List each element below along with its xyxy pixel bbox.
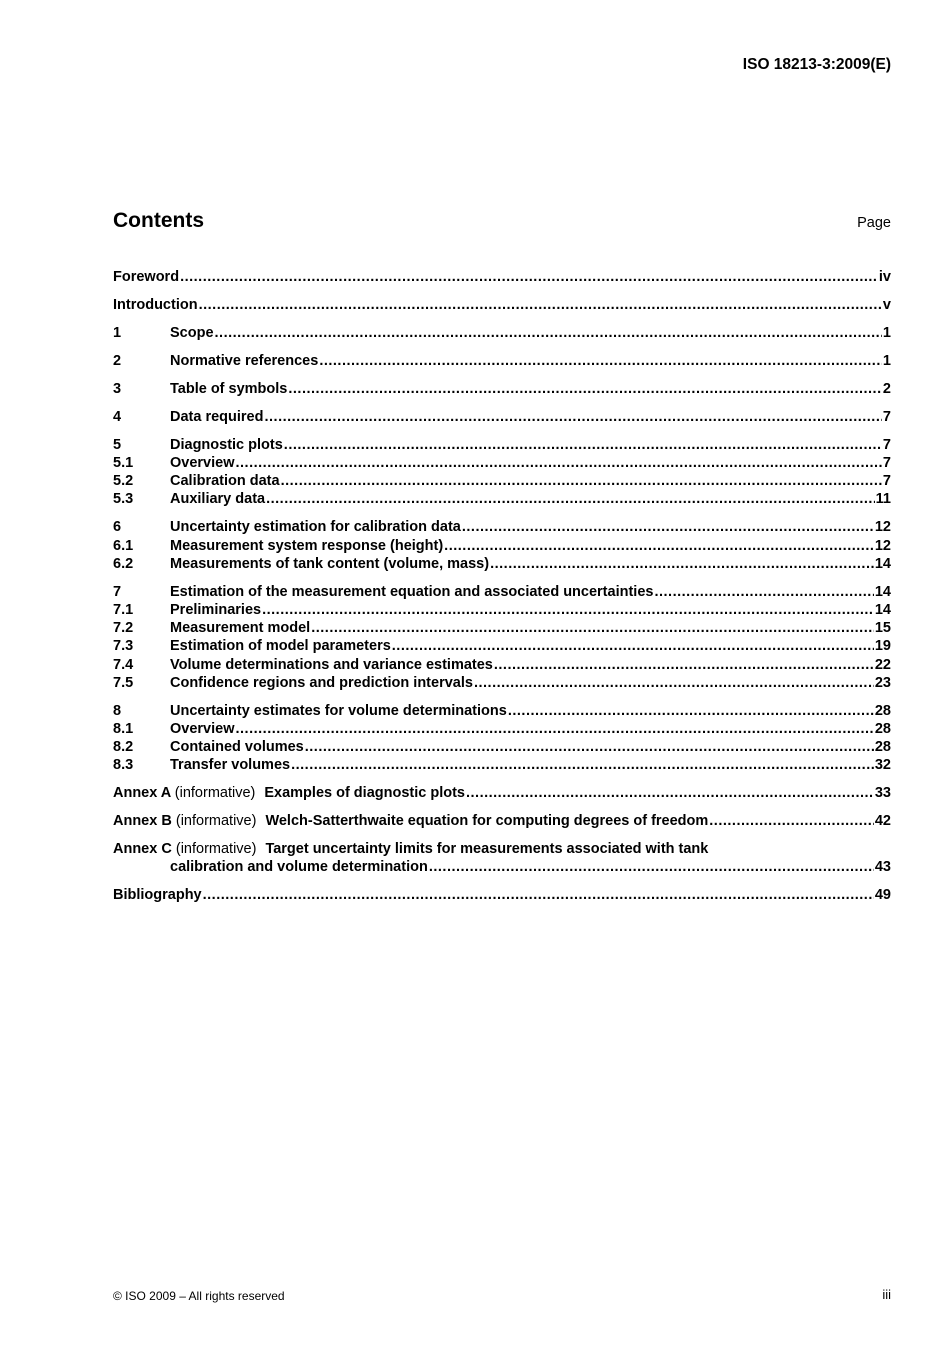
toc-entry-7-3[interactable]	[113, 637, 891, 655]
toc-entry-page: 14	[874, 602, 891, 618]
toc-entry-foreword[interactable]	[113, 268, 891, 286]
toc-entry-page: 22	[874, 656, 891, 673]
table-of-contents	[113, 268, 891, 905]
toc-entry-title: Confidence regions and prediction intervals	[170, 674, 473, 691]
toc-entry-1[interactable]	[113, 324, 891, 342]
toc-entry-title: Auxiliary data	[170, 491, 266, 508]
toc-entry-number: 2	[113, 352, 122, 369]
toc-entry-8-1[interactable]	[113, 720, 891, 738]
toc-entry-title: Overview	[170, 720, 235, 737]
toc-entry-number: 4	[113, 408, 122, 425]
toc-entry-number: 7.1	[113, 602, 134, 618]
toc-entry-number: 8.3	[113, 757, 134, 774]
toc-entry-number: 3	[113, 380, 122, 397]
toc-entry-8-3[interactable]	[113, 756, 891, 774]
annex-c-line-1	[113, 840, 891, 858]
toc-entry-page: 43	[874, 859, 891, 876]
toc-entry-number: 8.2	[113, 739, 134, 756]
toc-entry-page: 49	[874, 887, 891, 904]
toc-entry-page: 7	[882, 408, 891, 425]
toc-page-label: Page	[857, 215, 891, 231]
toc-entry-page: 1	[882, 324, 891, 341]
toc-entry-title: Measurement system response (height)	[170, 537, 444, 554]
toc-entry-title: Estimation of the measurement equation and associated uncertainties	[170, 583, 654, 600]
toc-entry-6-1[interactable]	[113, 537, 891, 555]
document-id: ISO 18213-3:2009(E)	[742, 56, 891, 73]
toc-entry-title: Preliminaries	[170, 602, 262, 618]
toc-entry-title: Measurement model	[170, 620, 311, 637]
toc-entry-title: Volume determinations and variance estimates	[170, 656, 493, 673]
toc-entry-number: 5.3	[113, 491, 134, 508]
toc-entry-page: 12	[874, 519, 891, 536]
toc-entry-number: 7	[113, 583, 122, 600]
toc-entry-number: 1	[113, 324, 122, 341]
toc-entry-page: 1	[882, 352, 891, 369]
annex-info: (informative)	[175, 841, 257, 858]
toc-annex-title-group	[113, 812, 708, 830]
annex-info: (informative)	[175, 813, 257, 830]
toc-entry-title: Estimation of model parameters	[170, 638, 391, 655]
toc-entry-title: Diagnostic plots	[170, 436, 283, 453]
toc-entry-page: 23	[874, 674, 891, 691]
toc-entry-page: 12	[874, 537, 891, 554]
toc-entry-page: 14	[874, 555, 891, 572]
toc-entry-5[interactable]	[113, 436, 891, 454]
annex-label: Annex C	[113, 841, 172, 858]
footer-page-number: iii	[882, 1287, 891, 1302]
toc-entry-page: 42	[874, 813, 891, 830]
annex-title: Target uncertainty limits for measurements associated with tank	[265, 841, 709, 858]
toc-entry-8-2[interactable]	[113, 738, 891, 756]
toc-entry-title: Calibration data	[170, 473, 280, 490]
toc-entry-5-1[interactable]	[113, 454, 891, 472]
toc-entry-page: 28	[874, 702, 891, 719]
toc-entry-6[interactable]	[113, 518, 891, 536]
toc-entry-page: 15	[874, 620, 891, 637]
toc-entry-title: Measurements of tank content (volume, mass)	[170, 555, 490, 572]
toc-entry-page: 28	[874, 739, 891, 756]
toc-entry-page: 7	[882, 436, 891, 453]
toc-entry-title: Contained volumes	[170, 739, 304, 756]
toc-entry-page: 19	[874, 638, 891, 655]
toc-entry-3[interactable]	[113, 380, 891, 398]
toc-entry-page: 33	[874, 785, 891, 802]
toc-entry-number: 5.1	[113, 455, 134, 472]
toc-entry-title: Transfer volumes	[170, 757, 291, 774]
toc-entry-title: Scope	[170, 324, 214, 341]
toc-annex-title-group	[113, 784, 465, 802]
annex-title: Examples of diagnostic plots	[264, 785, 465, 802]
toc-entry-title: Uncertainty estimates for volume determinations	[170, 702, 507, 719]
toc-entry-title: Bibliography	[113, 887, 202, 904]
toc-entry-bibliography[interactable]	[113, 886, 891, 904]
toc-entry-number: 7.2	[113, 620, 134, 637]
toc-entry-7-4[interactable]	[113, 656, 891, 674]
toc-entry-7-2[interactable]	[113, 619, 891, 637]
toc-entry-number: 8	[113, 702, 122, 719]
annex-title: Welch-Satterthwaite equation for computing degrees of freedom	[265, 813, 709, 830]
toc-entry-annex-a[interactable]	[113, 784, 891, 802]
toc-entry-title: Table of symbols	[170, 380, 288, 397]
toc-entry-7[interactable]	[113, 583, 891, 601]
toc-entry-number: 6.1	[113, 537, 134, 554]
toc-entry-page: 7	[882, 455, 891, 472]
toc-entry-page: 7	[882, 473, 891, 490]
annex-label: Annex A	[113, 785, 171, 802]
toc-entry-5-2[interactable]	[113, 472, 891, 490]
toc-entry-page: iv	[878, 269, 891, 285]
toc-entry-7-1[interactable]	[113, 601, 891, 619]
toc-entry-page: 11	[875, 491, 891, 508]
toc-entry-number: 5.2	[113, 473, 134, 490]
toc-entry-5-3[interactable]	[113, 490, 891, 508]
toc-entry-number: 6.2	[113, 555, 134, 572]
toc-entry-number: 7.5	[113, 674, 134, 691]
toc-entry-title: Uncertainty estimation for calibration data	[170, 519, 461, 536]
toc-entry-title: Normative references	[170, 352, 319, 369]
toc-entry-number: 7.4	[113, 656, 134, 673]
toc-entry-annex-b[interactable]	[113, 812, 891, 830]
toc-heading	[113, 209, 891, 233]
toc-entry-page: 32	[874, 757, 891, 774]
annex-c-line-2	[113, 858, 891, 876]
toc-entry-page: v	[882, 296, 891, 313]
toc-entry-title: Introduction	[113, 296, 198, 313]
toc-entry-2[interactable]	[113, 352, 891, 370]
toc-entry-page: 14	[874, 583, 891, 600]
toc-entry-number: 7.3	[113, 638, 134, 655]
annex-info: (informative)	[174, 785, 256, 802]
toc-title: Contents	[113, 209, 204, 232]
footer-copyright: © ISO 2009 – All rights reserved	[113, 1289, 285, 1303]
toc-entry-number: 8.1	[113, 720, 134, 737]
toc-entry-7-5[interactable]	[113, 674, 891, 692]
annex-title-continued: calibration and volume determination	[170, 859, 428, 876]
toc-entry-title: Overview	[170, 455, 235, 472]
toc-entry-page: 2	[882, 380, 891, 397]
toc-entry-title: Data required	[170, 408, 264, 425]
toc-entry-number: 6	[113, 519, 122, 536]
toc-entry-introduction[interactable]	[113, 296, 891, 314]
toc-entry-8[interactable]	[113, 702, 891, 720]
toc-entry-number: 5	[113, 436, 122, 453]
toc-entry-annex-c[interactable]	[113, 840, 891, 876]
toc-entry-title: Foreword	[113, 269, 180, 285]
toc-entry-4[interactable]	[113, 408, 891, 426]
toc-entry-6-2[interactable]	[113, 555, 891, 573]
toc-entry-page: 28	[874, 720, 891, 737]
annex-label: Annex B	[113, 813, 172, 830]
